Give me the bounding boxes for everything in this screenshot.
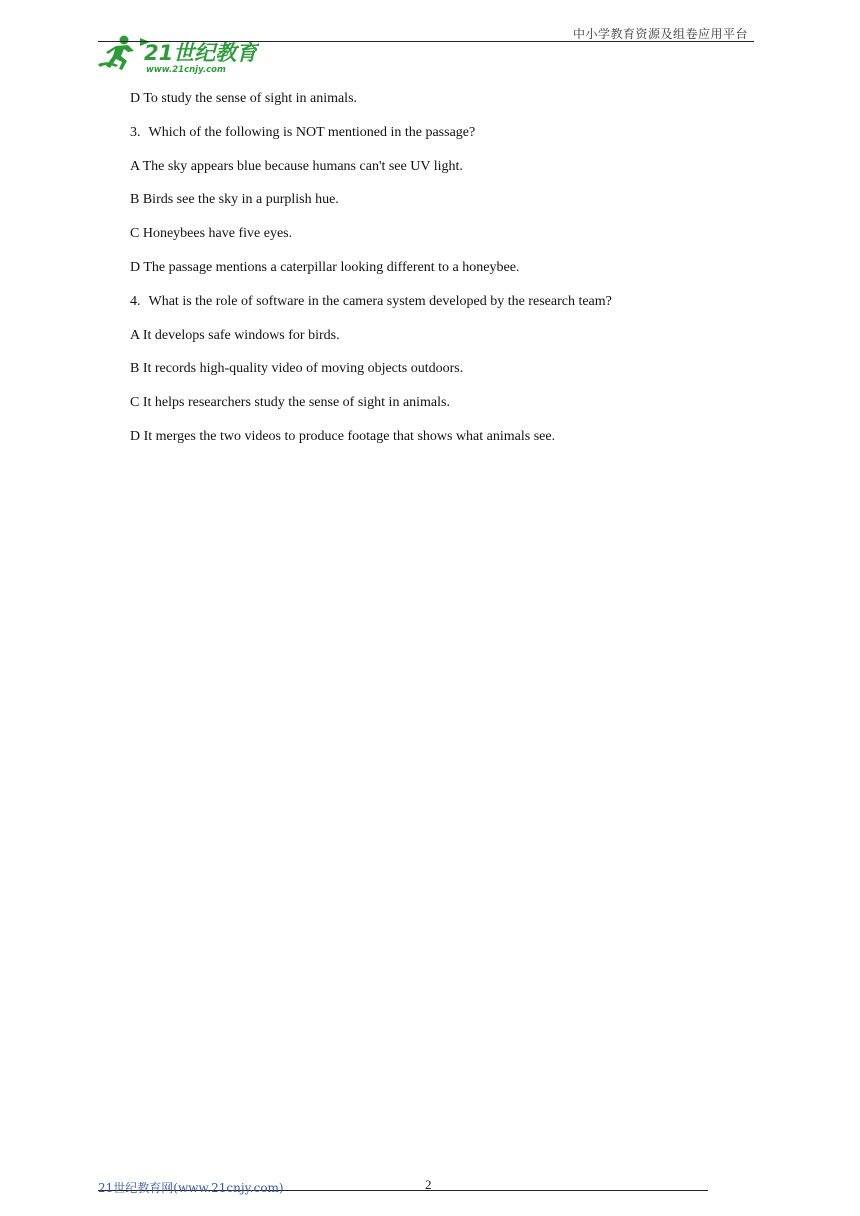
question-text: What is the role of software in the camera system developed by the research team? [148,293,612,309]
page-number: 2 [425,1177,432,1192]
question-number: 4. [130,293,141,309]
option-b: B It records high-quality video of moving objects outdoors. [130,361,464,377]
document-body [130,88,770,460]
page-footer [0,1176,860,1206]
header-tagline: 中小学教育资源及组卷应用平台 [572,27,748,41]
page-header [0,0,860,80]
header-divider [98,41,754,42]
logo-url: www.21cnjy.com [146,65,226,75]
logo-text: 21世纪教育 [144,41,258,65]
option-c: C It helps researchers study the sense of sight in animals. [130,395,450,411]
option-d: D The passage mentions a caterpillar looking different to a honeybee. [130,259,520,275]
option-c: C Honeybees have five eyes. [130,226,293,242]
question-4 [130,291,770,448]
option-d: D It merges the two videos to produce footage that shows what animals see. [130,428,556,444]
question-text: Which of the following is NOT mentioned in the passage? [148,124,476,140]
option-a: A The sky appears blue because humans can't see UV light. [130,158,463,174]
question-number: 3. [130,124,141,140]
option-a: A It develops safe windows for birds. [130,327,340,343]
question-stem [130,122,770,144]
q2-option-d: D To study the sense of sight in animals. [130,91,358,106]
option-b: B Birds see the sky in a purplish hue. [130,192,339,208]
footer-site-link[interactable]: 21世纪教育网(www.21cnjy.com) [98,1181,284,1195]
question-3 [130,122,770,279]
question-stem [130,291,770,313]
